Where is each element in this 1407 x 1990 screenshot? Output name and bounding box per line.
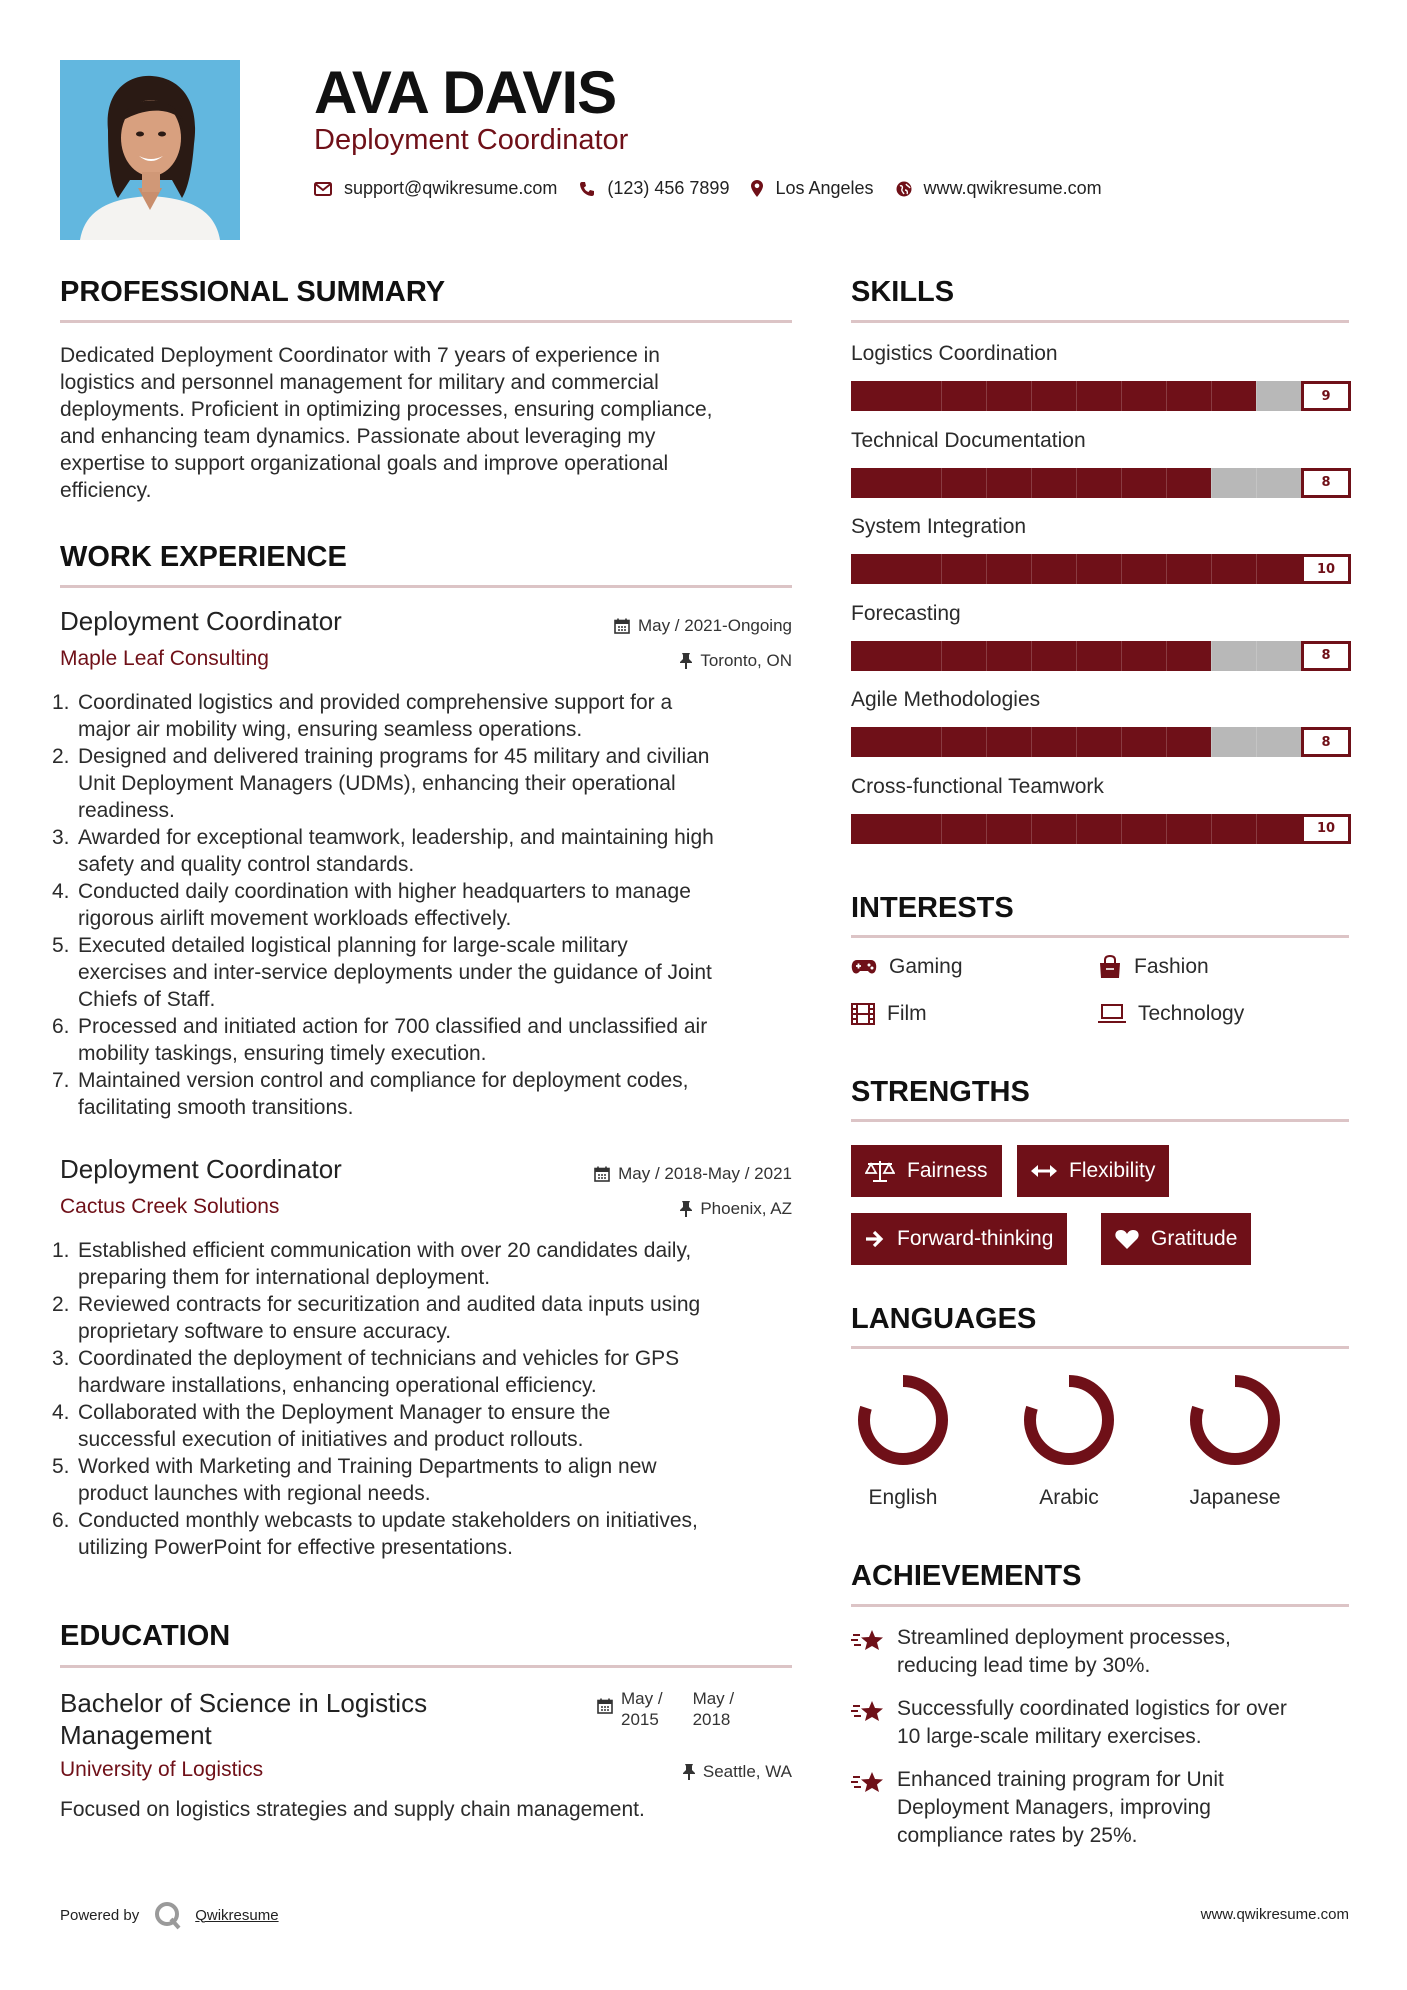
achievement-line: reducing lead time by 30%.: [897, 1654, 1151, 1677]
skill-bar-segment: [1256, 641, 1257, 671]
contact-row: [314, 178, 1124, 199]
strength-label: Gratitude: [1151, 1227, 1238, 1250]
skill-bar-segment: [1166, 554, 1167, 584]
strengths-divider: [851, 1119, 1349, 1122]
list-item: 1. Coordinated logistics and provided comprehensive support for a major air mobility wing, ensuring seamless operations.: [52, 691, 673, 741]
education-school: University of Logistics: [60, 1758, 264, 1781]
profile-photo: [60, 60, 240, 240]
job-dates: [594, 1164, 792, 1184]
skill-bar-segment: [1076, 814, 1077, 844]
summary-line: Dedicated Deployment Coordinator with 7 years of experience in: [60, 344, 660, 367]
summary-line: and enhancing team dynamics. Passionate about leveraging my: [60, 425, 656, 448]
experience-heading: WORK EXPERIENCE: [60, 541, 347, 573]
skill-bar-segment: [1211, 381, 1212, 411]
star-icon: [851, 1699, 885, 1725]
skill-bar: [851, 468, 1351, 498]
skill-bar-fill: [851, 814, 1351, 844]
language-label: English: [868, 1486, 938, 1509]
skill-bar: [851, 641, 1351, 671]
list-item: 3. Awarded for exceptional teamwork, leadership, and maintaining high safety and quality control standards.: [52, 826, 714, 876]
summary-line: deployments. Proficient in optimizing processes, ensuring compliance,: [60, 398, 713, 421]
qwikresume-link[interactable]: Qwikresume: [195, 1906, 279, 1924]
achievement-text: [897, 1766, 1224, 1850]
achievement-text: [897, 1624, 1231, 1680]
interest-label: Film: [887, 1002, 927, 1025]
summary-line: efficiency.: [60, 479, 152, 502]
strength-gratitude: [1101, 1213, 1251, 1265]
achievement-item: [851, 1624, 1349, 1680]
skill-bar-segment: [1121, 381, 1122, 411]
skill-score: 8: [1301, 468, 1351, 498]
education-end: [693, 1688, 735, 1730]
skill-bar-fill: [851, 381, 1256, 411]
education-degree: [60, 1687, 540, 1751]
skill-bar-segment: [1076, 727, 1077, 757]
strength-label: Fairness: [907, 1159, 988, 1182]
heart-icon: [1115, 1229, 1139, 1250]
list-item: 5. Worked with Marketing and Training Departments to align new product launches with regional needs.: [52, 1455, 657, 1505]
skill-bar-segment: [1166, 814, 1167, 844]
job-company: Maple Leaf Consulting: [60, 647, 269, 670]
list-item: 6. Conducted monthly webcasts to update stakeholders on initiatives, utilizing PowerPoint for effective presentations.: [52, 1509, 698, 1559]
education-divider: [60, 1665, 792, 1668]
education-location: [683, 1762, 792, 1782]
calendar-icon: [597, 1698, 613, 1714]
strength-flexibility: [1017, 1145, 1169, 1197]
skill-bar-segment: [986, 381, 987, 411]
skill-bar-segment: [941, 814, 942, 844]
skill-score: 8: [1301, 641, 1351, 671]
contact-email[interactable]: [314, 178, 557, 199]
language-label: Arabic: [1039, 1486, 1099, 1509]
achievement-item: [851, 1695, 1349, 1751]
job-dates: [614, 616, 792, 636]
skill-bar-segment: [1076, 381, 1077, 411]
skill-bar-segment: [941, 641, 942, 671]
education-heading: EDUCATION: [60, 1620, 231, 1652]
list-item: 3. Coordinated the deployment of technicians and vehicles for GPS hardware installations, enhancing operational efficiency.: [52, 1347, 680, 1397]
phone-text: (123) 456 7899: [607, 178, 730, 198]
skill-bar: [851, 814, 1351, 844]
skill-bar-segment: [986, 641, 987, 671]
skill-bar-segment: [1211, 468, 1212, 498]
job-dates-text: May / 2021-Ongoing: [637, 616, 792, 635]
summary-text: [60, 342, 795, 504]
skill-bar-segment: [1031, 468, 1032, 498]
strength-forward-thinking: [851, 1213, 1067, 1265]
job-location: [680, 1199, 792, 1219]
interests-divider: [851, 935, 1349, 938]
list-item: 4. Collaborated with the Deployment Manager to ensure the successful execution of initiatives and product rollouts.: [52, 1401, 611, 1451]
degree-line: Bachelor of Science in Logistics: [60, 1688, 428, 1718]
achievements-divider: [851, 1604, 1349, 1607]
interest-film: [851, 1002, 927, 1026]
experience-divider: [60, 585, 792, 588]
skill-score: 9: [1301, 381, 1351, 411]
calendar-icon: [614, 618, 630, 634]
list-item: 2. Designed and delivered training programs for 45 military and civilian Unit Deployment Managers (UDMs), enhancing their operational readiness.: [52, 745, 710, 822]
interest-gaming: [851, 955, 963, 979]
skill-bar-segment: [1166, 468, 1167, 498]
skill-bar-segment: [1166, 641, 1167, 671]
list-item: 6. Processed and initiated action for 700 classified and unclassified air mobility taskings, ensuring timely execution.: [52, 1015, 708, 1065]
skill-bar-segment: [1166, 381, 1167, 411]
skill-label: Technical Documentation: [851, 428, 1086, 452]
job-location: [680, 651, 792, 671]
contact-location: [751, 178, 873, 199]
languages-heading: LANGUAGES: [851, 1303, 1037, 1335]
skill-label: Agile Methodologies: [851, 688, 1041, 711]
date-text: May /: [621, 1689, 663, 1708]
skill-bar-segment: [1256, 381, 1257, 411]
degree-line: Management: [60, 1720, 212, 1750]
strengths-heading: STRENGTHS: [851, 1076, 1030, 1108]
powered-by-text: Powered by: [60, 1906, 140, 1924]
balance-scale-icon: [865, 1159, 895, 1183]
languages-divider: [851, 1346, 1349, 1349]
skill-bar-segment: [1256, 727, 1257, 757]
list-item: 7. Maintained version control and compliance for deployment codes, facilitating smooth transitions.: [52, 1069, 689, 1119]
footer-website[interactable]: www.qwikresume.com: [1200, 1906, 1349, 1923]
job-dates-text: May / 2018-May / 2021: [618, 1164, 792, 1183]
summary-line: expertise to support organizational goals and improve operational: [60, 452, 669, 475]
job-location-text: Phoenix, AZ: [700, 1199, 792, 1218]
achievement-line: Streamlined deployment processes,: [897, 1626, 1231, 1649]
skill-bar-segment: [986, 727, 987, 757]
skill-score: 10: [1301, 814, 1351, 844]
language-arabic: [994, 1372, 1144, 1510]
skill-label: System Integration: [851, 515, 1027, 538]
skill-score: 8: [1301, 727, 1351, 757]
achievement-line: Deployment Managers, improving: [897, 1796, 1211, 1819]
star-icon: [851, 1770, 885, 1796]
candidate-title: Deployment Coordinator: [314, 124, 629, 156]
list-item: 4. Conducted daily coordination with higher headquarters to manage rigorous airlift movement workloads effectively.: [52, 880, 691, 930]
achievement-text: [897, 1695, 1287, 1751]
candidate-name: AVA DAVIS: [314, 59, 617, 126]
achievements-heading: ACHIEVEMENTS: [851, 1560, 1082, 1592]
skill-bar-segment: [1031, 381, 1032, 411]
language-ring: [1021, 1372, 1117, 1468]
skills-heading: SKILLS: [851, 276, 955, 308]
skill-bar: [851, 727, 1351, 757]
education-start: [621, 1688, 663, 1730]
skill-bar-segment: [1211, 641, 1212, 671]
pushpin-icon: [680, 653, 692, 669]
skill-bar-segment: [1121, 554, 1122, 584]
skill-bar-segment: [941, 554, 942, 584]
skill-bar-segment: [1211, 554, 1212, 584]
interests-heading: INTERESTS: [851, 892, 1014, 924]
laptop-icon: [1098, 1004, 1126, 1024]
website-text: www.qwikresume.com: [923, 178, 1102, 198]
skills-divider: [851, 320, 1349, 323]
skill-label: Forecasting: [851, 601, 961, 625]
interest-label: Fashion: [1134, 955, 1209, 978]
film-icon: [851, 1003, 875, 1025]
gamepad-icon: [851, 959, 877, 975]
job-bullets: [52, 689, 797, 1121]
star-icon: [851, 1628, 885, 1654]
skill-bar-segment: [1076, 468, 1077, 498]
date-text: 2015: [621, 1710, 659, 1729]
footer-powered-by: [60, 1900, 279, 1930]
skill-bar-segment: [1211, 814, 1212, 844]
pushpin-icon: [680, 1201, 692, 1217]
job-role: Deployment Coordinator: [60, 1154, 342, 1184]
phone-icon: [579, 181, 595, 197]
email-text: support@qwikresume.com: [344, 178, 558, 198]
skill-bar-segment: [941, 468, 942, 498]
skill-bar-segment: [1121, 814, 1122, 844]
contact-website[interactable]: [896, 178, 1102, 199]
achievement-line: Enhanced training program for Unit: [897, 1768, 1224, 1791]
shopping-bag-icon: [1098, 955, 1122, 979]
calendar-icon: [594, 1166, 610, 1182]
job-company: Cactus Creek Solutions: [60, 1195, 280, 1218]
interest-label: Technology: [1138, 1002, 1245, 1025]
skill-bar-segment: [1121, 727, 1122, 757]
language-english: [828, 1372, 978, 1510]
job-bullets: [52, 1237, 797, 1561]
skill-bar-segment: [1031, 727, 1032, 757]
pushpin-icon: [683, 1764, 695, 1780]
qwikresume-logo-icon: [153, 1900, 183, 1930]
strength-label: Flexibility: [1069, 1159, 1156, 1182]
job-role: Deployment Coordinator: [60, 606, 342, 636]
globe-icon: [896, 181, 912, 197]
skill-bar-segment: [1166, 727, 1167, 757]
education-location-text: Seattle, WA: [702, 1762, 792, 1781]
skill-bar-segment: [1256, 814, 1257, 844]
arrow-right-icon: [865, 1229, 885, 1249]
strength-label: Forward-thinking: [897, 1227, 1054, 1250]
skill-bar-fill: [851, 554, 1351, 584]
skill-bar-segment: [1031, 814, 1032, 844]
interest-technology: [1098, 1002, 1244, 1026]
skill-bar-segment: [986, 554, 987, 584]
language-ring: [855, 1372, 951, 1468]
location-text: Los Angeles: [775, 178, 874, 198]
skill-bar-segment: [1121, 468, 1122, 498]
skill-bar-segment: [986, 468, 987, 498]
list-item: 5. Executed detailed logistical planning for large-scale military exercises and inter-service deployments under the guidance of Joint Chiefs of Staff.: [52, 934, 712, 1011]
skill-bar: [851, 554, 1351, 584]
skill-bar-segment: [941, 381, 942, 411]
achievement-line: compliance rates by 25%.: [897, 1824, 1138, 1847]
language-japanese: [1160, 1372, 1310, 1510]
achievement-line: Successfully coordinated logistics for over: [897, 1697, 1287, 1720]
achievement-item: [851, 1766, 1349, 1850]
education-dates: [597, 1688, 734, 1730]
skill-label: Cross-functional Teamwork: [851, 774, 1104, 798]
skill-bar-segment: [1076, 554, 1077, 584]
skill-bar-segment: [1076, 641, 1077, 671]
skill-bar-segment: [1031, 554, 1032, 584]
job-location-text: Toronto, ON: [700, 651, 792, 670]
summary-heading: PROFESSIONAL SUMMARY: [60, 276, 446, 308]
date-text: May /: [692, 1689, 735, 1708]
skill-bar-segment: [941, 727, 942, 757]
contact-phone[interactable]: [579, 178, 729, 199]
summary-divider: [60, 320, 792, 323]
skill-bar-segment: [1256, 468, 1257, 498]
summary-line: logistics and personnel management for military and commercial: [60, 371, 659, 394]
language-label: Japanese: [1189, 1486, 1281, 1509]
list-item: 2. Reviewed contracts for securitization and audited data inputs using proprietary software to ensure accuracy.: [52, 1293, 701, 1343]
list-item: 1. Established efficient communication with over 20 candidates daily, preparing them for international deployment.: [52, 1239, 692, 1289]
interest-fashion: [1098, 955, 1209, 979]
envelope-icon: [314, 182, 332, 196]
skill-score: 10: [1301, 554, 1351, 584]
skill-label: Logistics Coordination: [851, 342, 1058, 365]
interest-label: Gaming: [889, 955, 963, 978]
skill-bar: [851, 381, 1351, 411]
skill-bar-segment: [1031, 641, 1032, 671]
skill-bar-segment: [986, 814, 987, 844]
language-ring: [1187, 1372, 1283, 1468]
arrows-horizontal-icon: [1031, 1164, 1057, 1178]
skill-bar-segment: [1121, 641, 1122, 671]
date-text: 2018: [692, 1710, 731, 1729]
education-description: Focused on logistics strategies and supply chain management.: [60, 1798, 645, 1821]
skill-bar-segment: [1211, 727, 1212, 757]
map-marker-icon: [751, 180, 763, 197]
skill-bar-segment: [1256, 554, 1257, 584]
achievement-line: 10 large-scale military exercises.: [897, 1725, 1202, 1748]
strength-fairness: [851, 1145, 1002, 1197]
